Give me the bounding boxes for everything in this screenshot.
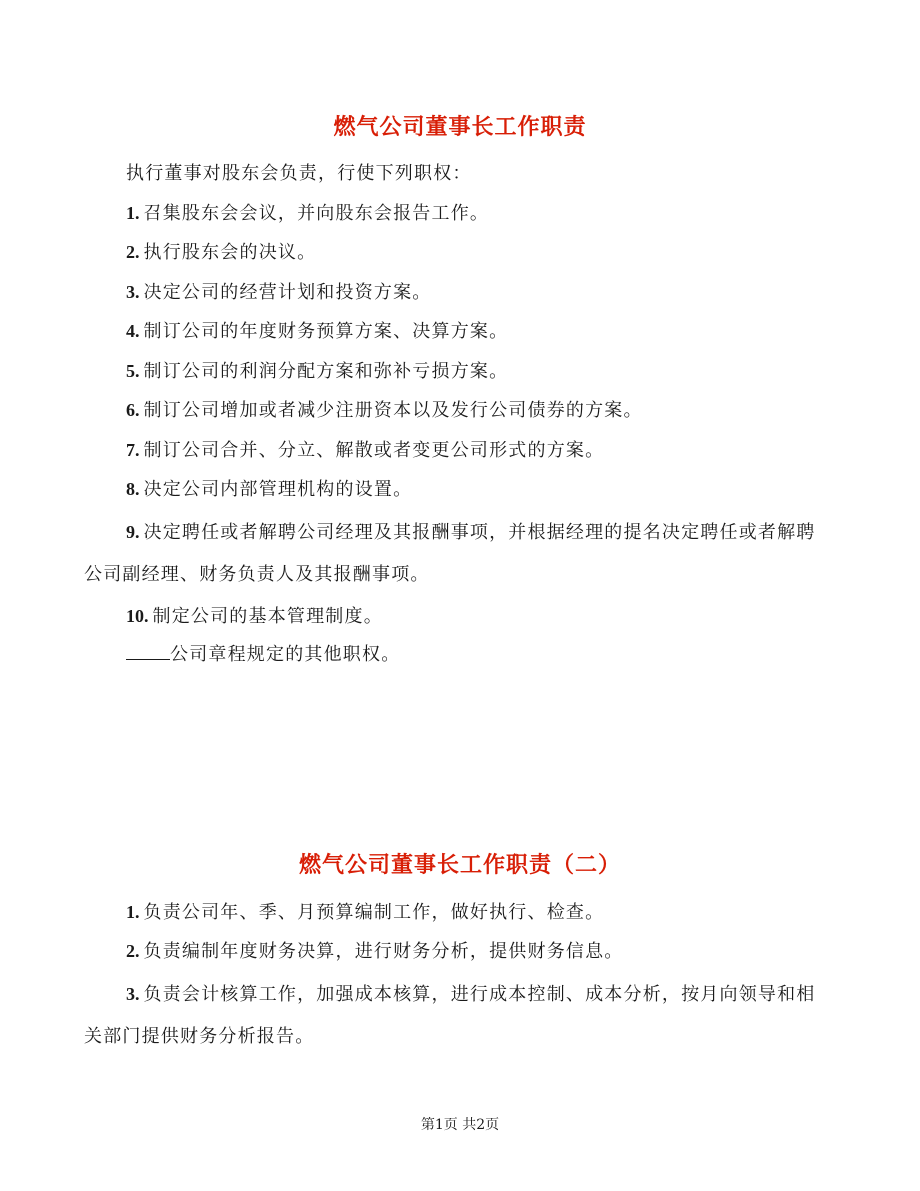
blank-underline xyxy=(126,639,170,660)
section1-item-2: 2. 执行股东会的决议。 xyxy=(126,242,317,263)
section1-item-1: 1. 召集股东会会议，并向股东会报告工作。 xyxy=(126,203,490,224)
section2-item-1: 1. 负责公司年、季、月预算编制工作，做好执行、检查。 xyxy=(126,902,605,923)
section1-item-10: 10. 制定公司的基本管理制度。 xyxy=(126,606,383,627)
section1-title: 燃气公司董事长工作职责 xyxy=(333,114,587,140)
section1-item-7: 7. 制订公司合并、分立、解散或者变更公司形式的方案。 xyxy=(126,440,605,461)
section1-item-3: 3. 决定公司的经营计划和投资方案。 xyxy=(126,282,432,303)
section1-last-item: 公司章程规定的其他职权。 xyxy=(84,637,834,673)
section1-intro: 执行董事对股东会负责，行使下列职权： xyxy=(126,163,472,184)
section1-item-6: 6. 制订公司增加或者减少注册资本以及发行公司债券的方案。 xyxy=(126,400,643,421)
section1-item-5: 5. 制订公司的利润分配方案和弥补亏损方案。 xyxy=(126,361,509,382)
page-footer: 第1页 共2页 xyxy=(420,1117,500,1133)
section2-item-2: 2. 负责编制年度财务决算，进行财务分析，提供财务信息。 xyxy=(126,941,624,962)
section1-item-4: 4. 制订公司的年度财务预算方案、决算方案。 xyxy=(126,321,509,342)
section2-item-3: 3. 负责会计核算工作，加强成本核算，进行成本控制、成本分析，按月向领导和相关部门提供财务分析报告。 xyxy=(84,984,816,1047)
section2-title: 燃气公司董事长工作职责（二） xyxy=(298,852,621,878)
section1-item-9: 9. 决定聘任或者解聘公司经理及其报酬事项，并根据经理的提名决定聘任或者解聘公司副经理、财务负责人及其报酬事项。 xyxy=(84,522,816,585)
section1-item-8: 8. 决定公司内部管理机构的设置。 xyxy=(126,479,413,500)
